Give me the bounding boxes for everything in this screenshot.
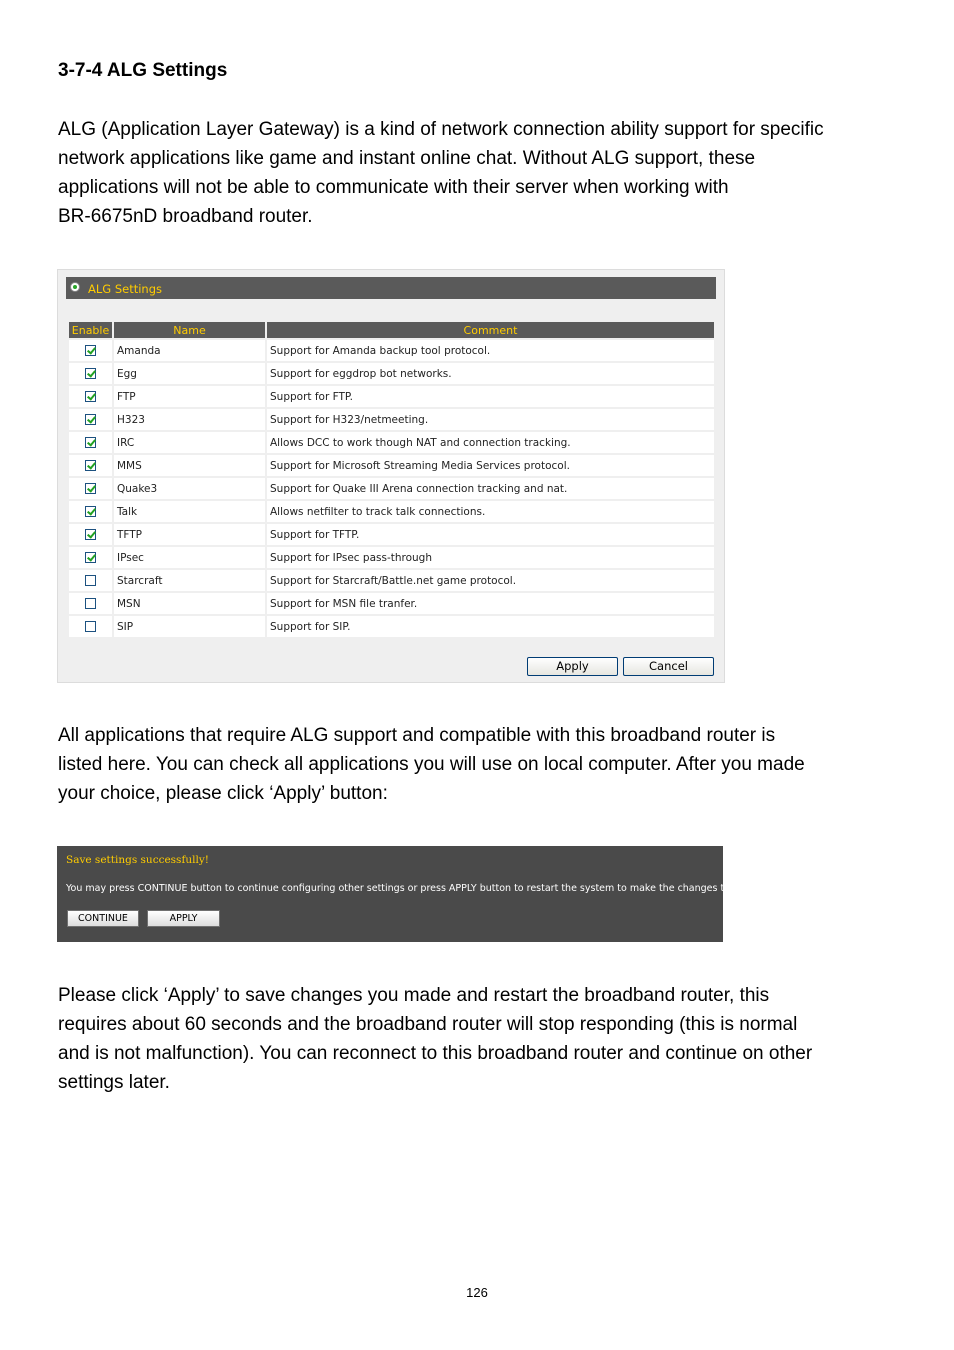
comment-cell: Support for Starcraft/Battle.net game protocol. — [267, 570, 714, 591]
continue-button[interactable]: CONTINUE — [67, 910, 139, 927]
enable-checkbox[interactable] — [85, 506, 96, 517]
table-row — [69, 455, 714, 476]
comment-cell: Support for TFTP. — [267, 524, 714, 545]
enable-cell — [69, 409, 112, 430]
intro-line: network applications like game and instant online chat. Without ALG support, these — [58, 148, 756, 169]
name-cell: SIP — [114, 616, 265, 637]
comment-cell: Support for FTP. — [267, 386, 714, 407]
enable-cell — [69, 524, 112, 545]
intro-line: ALG (Application Layer Gateway) is a kind of network connection ability support for specific — [58, 119, 824, 140]
name-cell: MMS — [114, 455, 265, 476]
middle-paragraph — [58, 721, 908, 808]
enable-checkbox[interactable] — [85, 345, 96, 356]
comment-cell: Support for Microsoft Streaming Media Services protocol. — [267, 455, 714, 476]
radio-bullet-icon — [70, 282, 80, 292]
closing-line: and is not malfunction). You can reconnect to this broadband router and continue on other — [58, 1043, 813, 1064]
table-row — [69, 547, 714, 568]
closing-line: requires about 60 seconds and the broadband router will stop responding (this is normal — [58, 1014, 798, 1035]
comment-cell: Allows DCC to work though NAT and connection tracking. — [267, 432, 714, 453]
comment-cell: Support for IPsec pass-through — [267, 547, 714, 568]
middle-line: your choice, please click ‘Apply’ button: — [58, 783, 388, 804]
save-success-banner — [57, 846, 775, 942]
enable-checkbox[interactable] — [85, 621, 96, 632]
enable-cell — [69, 478, 112, 499]
name-cell: Amanda — [114, 340, 265, 361]
name-cell: Starcraft — [114, 570, 265, 591]
enable-cell — [69, 363, 112, 384]
name-cell: Quake3 — [114, 478, 265, 499]
apply-button[interactable]: Apply — [527, 657, 618, 676]
enable-cell — [69, 501, 112, 522]
name-cell: FTP — [114, 386, 265, 407]
middle-line: listed here. You can check all applications you will use on local computer. After you made — [58, 754, 805, 775]
enable-cell — [69, 547, 112, 568]
enable-checkbox[interactable] — [85, 391, 96, 402]
banner-apply-button[interactable]: APPLY — [147, 910, 220, 927]
panel-title-bar — [66, 277, 716, 299]
column-header-name: Name — [114, 322, 265, 338]
banner-message: You may press CONTINUE button to continue configuring other settings or press APPLY button to restart the system to make the changes take effect. — [66, 883, 775, 894]
table-row — [69, 409, 714, 430]
comment-cell: Support for Quake III Arena connection tracking and nat. — [267, 478, 714, 499]
comment-cell: Support for MSN file tranfer. — [267, 593, 714, 614]
name-cell: Talk — [114, 501, 265, 522]
closing-paragraph — [58, 981, 908, 1097]
intro-line: BR-6675nD broadband router. — [58, 206, 313, 227]
table-row — [69, 432, 714, 453]
enable-cell — [69, 340, 112, 361]
panel-title: ALG Settings — [88, 282, 163, 296]
name-cell: Egg — [114, 363, 265, 384]
comment-cell: Support for H323/netmeeting. — [267, 409, 714, 430]
comment-cell: Allows netfilter to track talk connections. — [267, 501, 714, 522]
enable-checkbox[interactable] — [85, 529, 96, 540]
enable-cell — [69, 432, 112, 453]
middle-line: All applications that require ALG support and compatible with this broadband router is — [58, 725, 776, 746]
banner-title: Save settings successfully! — [66, 854, 209, 866]
page-number: 126 — [466, 1285, 488, 1300]
enable-checkbox[interactable] — [85, 575, 96, 586]
intro-paragraph — [58, 115, 908, 231]
comment-cell: Support for Amanda backup tool protocol. — [267, 340, 714, 361]
table-row — [69, 524, 714, 545]
closing-line: Please click ‘Apply’ to save changes you made and restart the broadband router, this — [58, 985, 770, 1006]
comment-cell: Support for SIP. — [267, 616, 714, 637]
closing-line: settings later. — [58, 1072, 170, 1093]
table-row — [69, 593, 714, 614]
section-heading: 3-7-4 ALG Settings — [58, 60, 228, 81]
enable-checkbox[interactable] — [85, 437, 96, 448]
enable-checkbox[interactable] — [85, 483, 96, 494]
intro-line: applications will not be able to communicate with their server when working with — [58, 177, 729, 198]
alg-settings-panel — [57, 269, 725, 683]
table-row — [69, 340, 714, 361]
name-cell: MSN — [114, 593, 265, 614]
enable-checkbox[interactable] — [85, 552, 96, 563]
enable-checkbox[interactable] — [85, 460, 96, 471]
enable-checkbox[interactable] — [85, 598, 96, 609]
name-cell: IPsec — [114, 547, 265, 568]
enable-checkbox[interactable] — [85, 414, 96, 425]
column-header-enable: Enable — [69, 322, 112, 338]
name-cell: IRC — [114, 432, 265, 453]
alg-table — [67, 320, 716, 639]
enable-cell — [69, 616, 112, 637]
comment-cell: Support for eggdrop bot networks. — [267, 363, 714, 384]
column-header-comment: Comment — [267, 322, 714, 338]
name-cell: TFTP — [114, 524, 265, 545]
enable-cell — [69, 593, 112, 614]
cancel-button[interactable]: Cancel — [623, 657, 714, 676]
enable-checkbox[interactable] — [85, 368, 96, 379]
name-cell: H323 — [114, 409, 265, 430]
table-row — [69, 478, 714, 499]
table-row — [69, 616, 714, 637]
table-row — [69, 570, 714, 591]
table-row — [69, 386, 714, 407]
enable-cell — [69, 570, 112, 591]
table-row — [69, 363, 714, 384]
enable-cell — [69, 455, 112, 476]
table-row — [69, 501, 714, 522]
enable-cell — [69, 386, 112, 407]
